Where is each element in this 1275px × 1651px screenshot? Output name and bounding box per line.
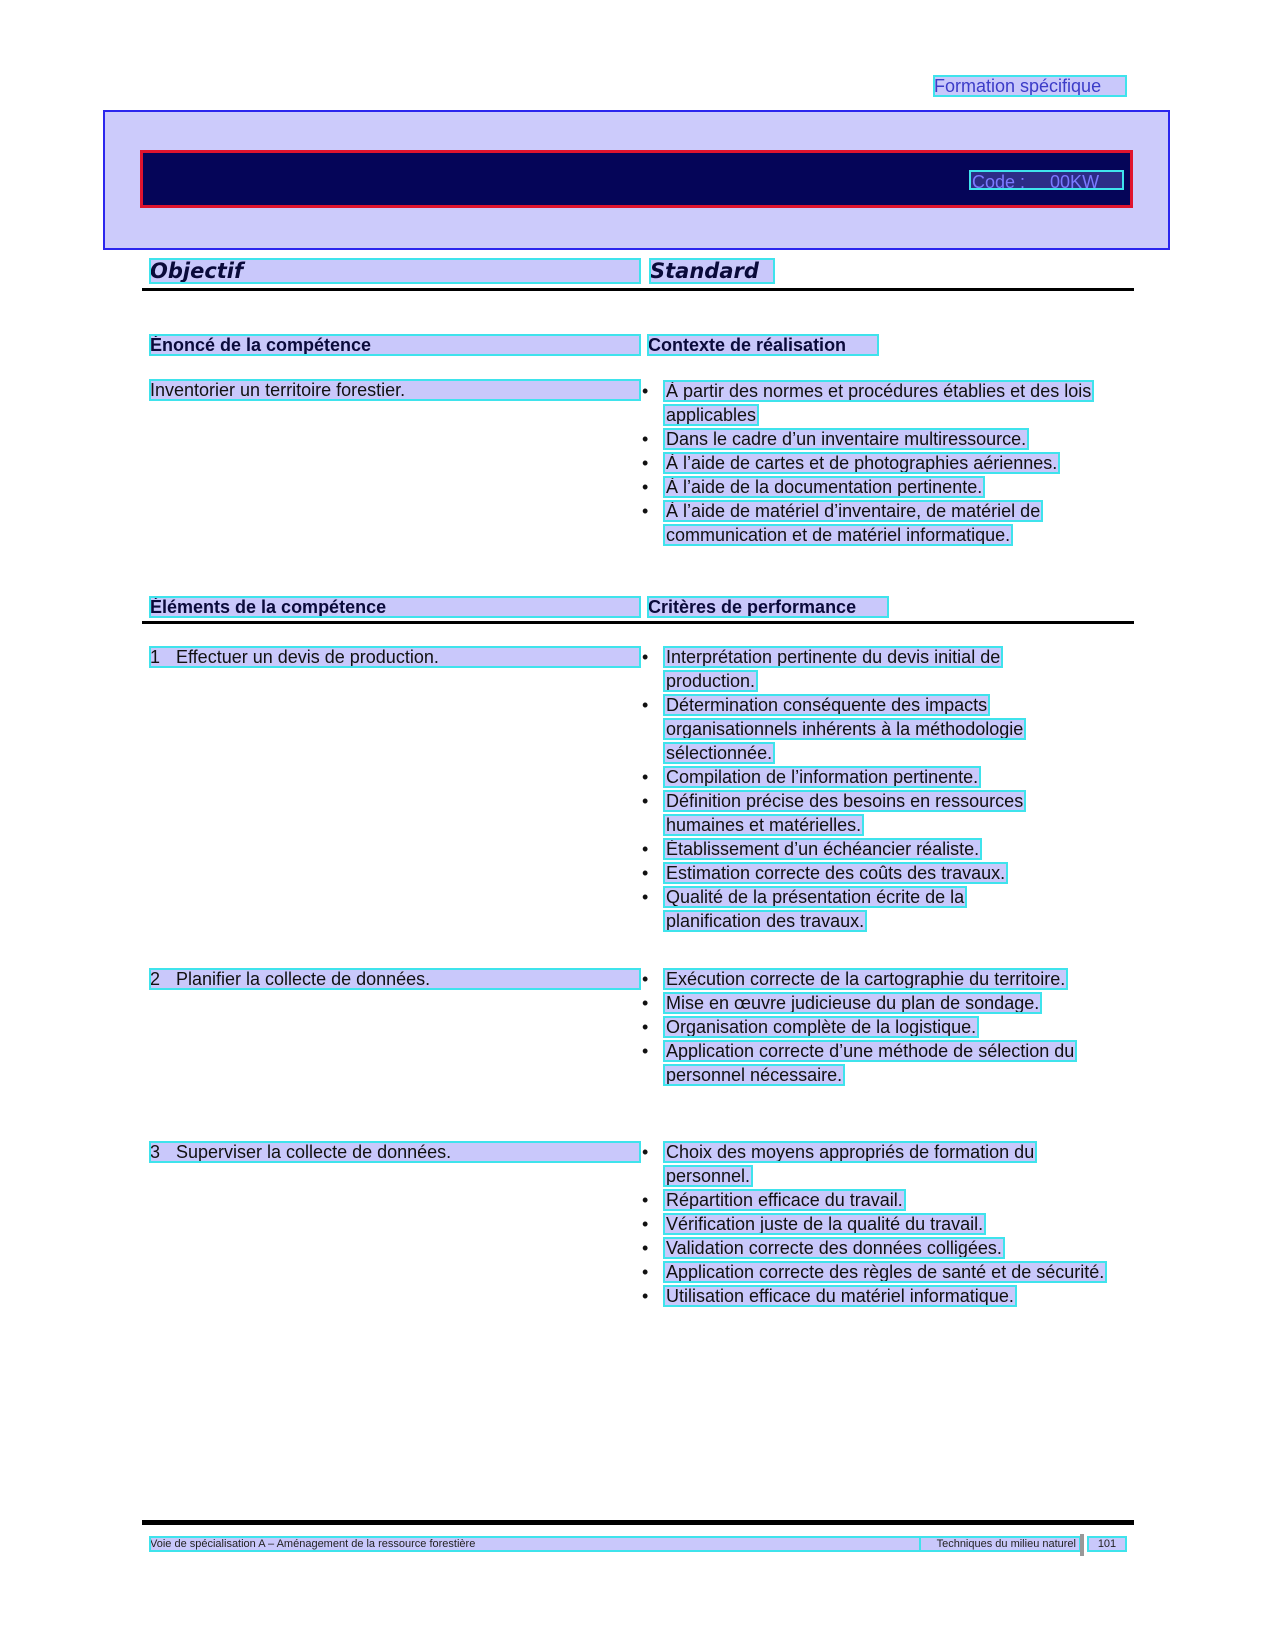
list-item: • Qualité de la présentation écrite de la planification des travaux.: [640, 885, 1060, 933]
criteria-list-2: [640, 967, 1110, 1087]
footer-left: Voie de spécialisation A – Aménagement de la ressource forestière: [150, 1537, 920, 1551]
section-label: Formation spécifique: [934, 76, 1126, 96]
footer-rule: [142, 1520, 1134, 1525]
list-item: • Application correcte d’une méthode de sélection du personnel nécessaire.: [640, 1039, 1110, 1087]
element-3: 3 Superviser la collecte de données.: [150, 1142, 640, 1162]
list-item: • À l’aide de la documentation pertinente.: [640, 475, 1140, 499]
list-item: • À partir des normes et procédures établies et des lois applicables: [640, 379, 1140, 427]
criteria-list-1: [640, 645, 1060, 933]
elements-heading: Éléments de la compétence: [150, 597, 640, 617]
list-item: • Choix des moyens appropriés de formation du personnel.: [640, 1140, 1110, 1188]
list-item: • Exécution correcte de la cartographie du territoire.: [640, 967, 1110, 991]
list-item: • Dans le cadre d’un inventaire multiressource.: [640, 427, 1140, 451]
list-item: • À l’aide de matériel d’inventaire, de matériel de communication et de matériel informatique.: [640, 499, 1140, 547]
list-item: • Mise en œuvre judicieuse du plan de sondage.: [640, 991, 1110, 1015]
element-1: 1 Effectuer un devis de production.: [150, 647, 640, 667]
context-list: [640, 379, 1140, 547]
list-item: • Établissement d’un échéancier réaliste.: [640, 837, 1060, 861]
footer-separator: [1080, 1534, 1084, 1556]
context-heading: Contexte de réalisation: [648, 335, 878, 355]
list-item: • Estimation correcte des coûts des travaux.: [640, 861, 1060, 885]
list-item: • Validation correcte des données colligées.: [640, 1236, 1110, 1260]
objective-column-heading: Objectif: [150, 259, 640, 283]
list-item: • Interprétation pertinente du devis initial de production.: [640, 645, 1060, 693]
list-item: • À l’aide de cartes et de photographies aériennes.: [640, 451, 1140, 475]
list-item: • Utilisation efficace du matériel informatique.: [640, 1284, 1110, 1308]
list-item: • Définition précise des besoins en ressources humaines et matérielles.: [640, 789, 1060, 837]
statement-heading: Énoncé de la compétence: [150, 335, 640, 355]
list-item: • Compilation de l’information pertinente.: [640, 765, 1060, 789]
column-heading-rule: [142, 288, 1134, 291]
element-2: 2 Planifier la collecte de données.: [150, 969, 640, 989]
competency-code: Code : 00KW: [969, 170, 1124, 190]
elements-heading-rule: [142, 621, 1134, 624]
criteria-heading: Critères de performance: [648, 597, 888, 617]
criteria-list-3: [640, 1140, 1110, 1308]
footer-program: Techniques du milieu naturel: [920, 1537, 1080, 1551]
page-number: 101: [1088, 1537, 1126, 1551]
list-item: • Application correcte des règles de santé et de sécurité.: [640, 1260, 1110, 1284]
list-item: • Vérification juste de la qualité du travail.: [640, 1212, 1110, 1236]
competency-statement: Inventorier un territoire forestier.: [150, 380, 640, 400]
standard-column-heading: Standard: [650, 259, 774, 283]
list-item: • Détermination conséquente des impacts organisationnels inhérents à la méthodologie sélectionnée.: [640, 693, 1060, 765]
list-item: • Répartition efficace du travail.: [640, 1188, 1110, 1212]
list-item: • Organisation complète de la logistique.: [640, 1015, 1110, 1039]
